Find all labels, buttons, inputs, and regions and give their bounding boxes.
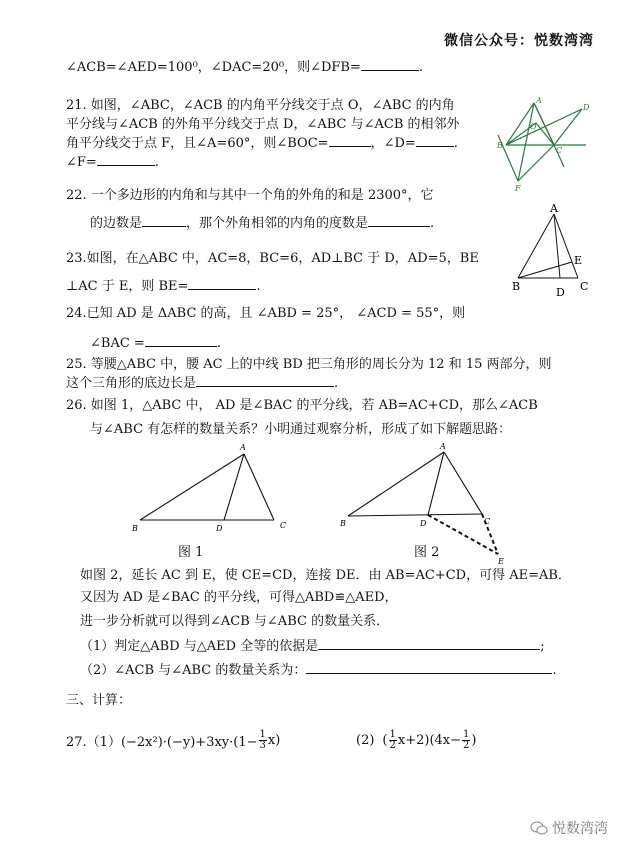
fig1-label-b: B — [132, 524, 138, 533]
q20-tail — [66, 58, 423, 77]
q26-para2: 又因为 AD 是∠BAC 的平分线，可得△ABD≌△AED， — [80, 590, 398, 605]
q21-boc-blank[interactable] — [329, 134, 371, 147]
q20-period: . — [418, 60, 424, 75]
fig1-line-ad — [224, 454, 244, 520]
q26-sub1 — [80, 637, 545, 656]
q21-line1: 21. 如图，∠ABC，∠ACB 的内角平分线交于点 O，∠ABC 的内角 — [66, 98, 455, 113]
q23-label-b: B — [512, 280, 521, 293]
q26-sub2-text: （2）∠ACB 与∠ABC 的数量关系为： — [80, 663, 307, 678]
fig1-line-ab — [140, 454, 244, 520]
q21-line-cf — [518, 145, 554, 181]
q21-line-cd — [554, 109, 582, 145]
q23-line2 — [66, 277, 261, 296]
q21-line2: 平分线与∠ACB 的外角平分线交于点 D，∠ABC 与∠ACB 的相邻外 — [66, 117, 460, 132]
q21-line3-b: ，∠D= — [370, 136, 416, 151]
q26-line2: 与∠ABC 有怎样的数量关系？小明通过观察分析，形成了如下解题思路： — [90, 422, 512, 437]
q24-line1-b: ∠ACD = 55°，则 — [356, 306, 466, 321]
watermark-text: 悦数湾湾 — [552, 821, 608, 837]
fig2-label-e: E — [498, 557, 504, 566]
q23-label-e: E — [574, 254, 583, 267]
q23-line-ac — [554, 214, 578, 278]
q21-f-blank[interactable] — [97, 153, 155, 166]
q23-label-a: A — [550, 202, 558, 215]
q27-p1-text: 27.（1）(−2x²)·(−y)+3xy·(1− — [66, 734, 258, 750]
fig2-caption: 图 2 — [414, 545, 440, 560]
q21-line3 — [66, 134, 458, 153]
fig2-label-b: B — [340, 519, 346, 528]
q22-line2-b: ，那个外角相邻的内角的度数是 — [186, 216, 369, 231]
fig2-label-d: D — [420, 519, 427, 528]
q26-para3: 进一步分析就可以得到∠ACB 与∠ABC 的数量关系． — [80, 614, 390, 629]
q23-line1: 23.如图，在△ABC 中，AC=8，BC=6，AD⊥BC 于 D，AD=5，BE — [66, 251, 479, 266]
q21-label-o: O — [530, 122, 537, 131]
q26-sub2-period: . — [552, 663, 557, 678]
q26-figure1 — [126, 440, 296, 540]
q27-part2: (2) ( $\frac{1}{2}$ x+2)(4x− $\frac{1}{2}$ ) — [356, 728, 477, 751]
q25-period: . — [334, 376, 339, 391]
q21-line4 — [66, 153, 159, 172]
q26-sub2 — [80, 661, 556, 680]
q24-line2 — [90, 334, 221, 353]
q21-period: . — [453, 136, 458, 151]
q23-line2-a: ⊥AC 于 E，则 BE= — [66, 279, 189, 294]
q23-line-ad — [554, 214, 560, 278]
q24-line1 — [66, 304, 465, 323]
q21-label-f: F — [515, 184, 521, 193]
q25-base-blank[interactable] — [196, 374, 334, 387]
section3-title: 三、计算： — [66, 693, 132, 708]
q22-sides-blank[interactable] — [142, 214, 186, 227]
q23-label-c: C — [580, 280, 589, 293]
q25-line1: 25. 等腰△ABC 中，腰 AC 上的中线 BD 把三角形的周长分为 12 和 15 两部分，则 — [66, 357, 552, 372]
wechat-icon — [530, 821, 548, 835]
q27-p2-den-a: 2 — [389, 739, 396, 751]
q24-line2-a: ∠BAC = — [90, 336, 145, 351]
q27-p2-fraction-a — [389, 730, 397, 751]
q27-p2-tail: ) — [471, 732, 477, 748]
q21-label-a: A — [536, 96, 542, 105]
q27-p1-num: 1 — [259, 728, 266, 740]
q21-label-c: C — [556, 146, 563, 155]
q22-line2 — [90, 214, 434, 233]
q26-sub1-semi: ; — [540, 639, 545, 654]
q21-line3-a: 角平分线交于点 F，且∠A=60°，则∠BOC= — [66, 136, 329, 151]
q22-line1: 22. 一个多边形的内角和与其中一个角的外角的和是 2300°，它 — [66, 188, 434, 203]
q27-p1-tail: x) — [267, 732, 281, 748]
fig2-line-ab — [348, 452, 444, 516]
q22-line2-a: 的边数是 — [90, 216, 143, 231]
q22-angle-blank[interactable] — [368, 214, 430, 227]
q21-label-b: B — [497, 141, 503, 150]
q27-part1 — [66, 726, 280, 754]
q23-label-d: D — [556, 286, 565, 299]
q27-p1-fraction — [259, 730, 267, 751]
q24-bac-blank[interactable] — [145, 334, 217, 347]
q23-be-blank[interactable] — [188, 277, 256, 290]
fig2-line-bc — [348, 514, 482, 516]
q27-p2-num-b: 1 — [463, 728, 470, 740]
fig1-label-a: A — [240, 443, 246, 452]
q21-d-blank[interactable] — [416, 134, 454, 147]
q27-p2-mid: x+2)(4x− — [397, 732, 462, 748]
q22-period: . — [430, 216, 435, 231]
q26-sub2-blank[interactable] — [306, 661, 552, 674]
q27-p2-num-a: 1 — [389, 728, 396, 740]
q27-p1-den: 3 — [259, 739, 266, 751]
q23-period: . — [256, 279, 261, 294]
q26-sub1-blank[interactable] — [318, 637, 540, 650]
q21-line4-a: ∠F= — [66, 155, 97, 170]
q24-period: . — [216, 336, 221, 351]
q27-p2-label: (2) — [356, 732, 375, 748]
q23-figure — [508, 200, 598, 300]
q20-blank[interactable] — [361, 58, 419, 71]
watermark — [530, 818, 608, 838]
q26-line1: 26. 如图 1，△ABC 中， AD 是∠BAC 的平分线，若 AB=AC+CD，那么∠ACB — [66, 398, 538, 413]
fig1-caption: 图 1 — [178, 545, 204, 560]
fig1-line-ac — [244, 454, 274, 520]
q20-text: ∠ACB=∠AED=100⁰，∠DAC=20⁰，则∠DFB= — [66, 60, 361, 75]
q27-p2-fraction-b — [462, 730, 470, 751]
q27-p2-den-b: 2 — [463, 739, 470, 751]
q24-line1-a: 24.已知 AD 是 ΔABC 的高，且 ∠ABD = 25°， — [66, 306, 353, 321]
q21-period2: . — [154, 155, 159, 170]
fig1-label-c: C — [280, 521, 287, 530]
q21-label-d: D — [583, 103, 590, 112]
q26-sub1-text: （1）判定△ABD 与△AED 全等的依据是 — [80, 639, 319, 654]
account-header: 微信公众号：悦数湾湾 — [444, 33, 594, 49]
fig2-line-ac — [444, 452, 482, 514]
q25-line2 — [66, 374, 338, 393]
q21-figure — [494, 95, 594, 193]
q26-para1: 如图 2，延长 AC 到 E，使 CE=CD，连接 DE．由 AB=AC+CD，可得 AE=AB． — [80, 568, 571, 583]
q25-line2-a: 这个三角形的底边长是 — [66, 376, 197, 391]
q23-line-ab — [518, 214, 554, 278]
fig2-label-a: A — [440, 442, 446, 451]
fig2-label-c: C — [484, 517, 491, 526]
fig1-label-d: D — [216, 524, 223, 533]
